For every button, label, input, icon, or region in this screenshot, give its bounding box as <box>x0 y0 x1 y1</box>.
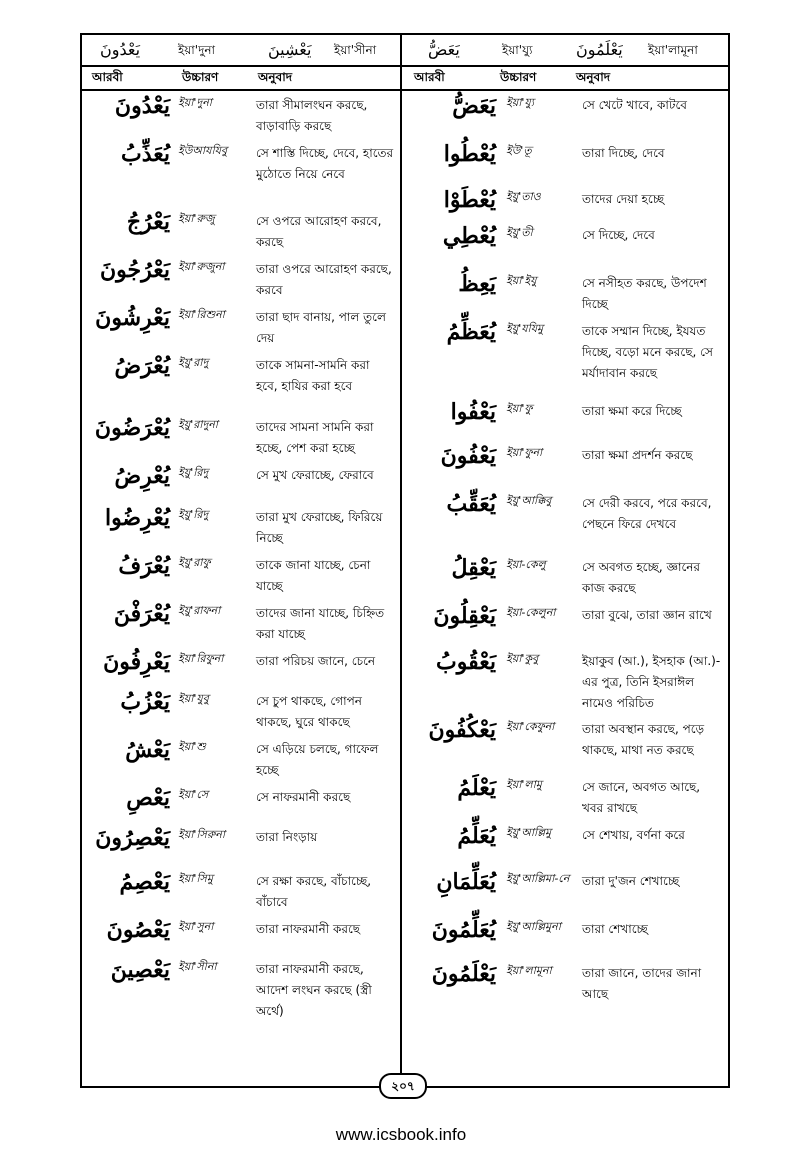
pronunciation: ইয়া-কেলু <box>506 558 546 571</box>
translation: সে এড়িয়ে চলছে, গাফেল হচ্ছে <box>256 742 379 777</box>
pronunciation: ইয়ু'আল্লিমু <box>506 826 552 839</box>
translation: তারা ক্ষমা প্রদর্শন করছে <box>582 448 693 462</box>
pronunciation: ইউ'তূ <box>506 144 532 157</box>
colhead-pronunciation-left: উচ্চারণ <box>182 70 219 84</box>
pronunciation: ইয়া'ফুনা <box>506 446 543 459</box>
translation: তারা ক্ষমা করে দিচ্ছে <box>582 404 682 418</box>
pronunciation: ইয়া'সিমু <box>178 872 213 885</box>
entry-row <box>82 91 400 139</box>
arabic-word: يُعَلِّمُونَ <box>431 917 496 943</box>
header-right-last-word: يَعْلَمُونَ <box>576 40 623 59</box>
entry-row <box>82 687 400 735</box>
colhead-arabic-left: আরবী <box>92 70 123 84</box>
pronunciation: ইয়া'রুজু <box>178 212 215 225</box>
pronunciation: ইয়ু'রাফনা <box>178 604 221 617</box>
header-left-first-translit: ইয়া'দুনা <box>178 43 216 57</box>
translation: তারা জানে, তাদের জানা আছে <box>582 966 702 1001</box>
entry-row <box>402 441 728 489</box>
pronunciation: ইয়ু'আল্লিমুনা <box>506 920 561 933</box>
translation: সে দেরী করবে, পরে করবে, পেছনে ফিরে দেখবে <box>582 496 712 531</box>
arabic-word: يَعْقُوبُ <box>436 649 496 675</box>
running-header <box>82 35 728 67</box>
translation: তারা নিংড়ায় <box>256 830 318 844</box>
arabic-word: يَعْزُبُ <box>120 689 170 715</box>
left-column <box>82 91 400 1018</box>
entry-row <box>82 351 400 413</box>
translation: তারা পরিচয় জানে, চেনে <box>256 654 376 668</box>
entry-row <box>402 553 728 601</box>
entry-row <box>82 303 400 351</box>
entry-row <box>82 915 400 955</box>
entry-row <box>82 823 400 867</box>
entry-row <box>402 139 728 185</box>
header-right-last-translit: ইয়া'লামূনা <box>648 43 698 57</box>
pronunciation: ইয়ু'যযিমু <box>506 322 544 335</box>
header-right-first-word: يَعَضُّ <box>428 40 460 59</box>
pronunciation: ইয়ু'রাদু <box>178 356 209 369</box>
entry-row <box>402 269 728 317</box>
arabic-word: يُعْطَوْا <box>443 187 496 213</box>
pronunciation: ইয়া'রুজুনা <box>178 260 225 273</box>
page-number: ২০৭ <box>379 1073 427 1099</box>
entry-row <box>402 647 728 715</box>
arabic-word: يَعْلَمُونَ <box>431 961 496 987</box>
translation: তারা বুঝে, তারা জ্ঞান রাখে <box>582 608 712 622</box>
colhead-translation-right: অনুবাদ <box>576 70 611 84</box>
arabic-word: يُعَقِّبُ <box>446 491 496 517</box>
entry-row <box>82 783 400 823</box>
pronunciation: ইয়ু'রিদু <box>178 508 209 521</box>
translation: তাদের জানা যাচ্ছে, চিহ্নিত করা যাচ্ছে <box>256 606 385 641</box>
arabic-word: يُعْرَضُ <box>114 353 170 379</box>
translation: তাদের সামনা সামনি করা হচ্ছে, পেশ করা হচ্ছে <box>256 420 374 455</box>
arabic-word: يَعْقِلُونَ <box>433 603 496 629</box>
colhead-translation-left: অনুবাদ <box>258 70 293 84</box>
translation: সে খেটে খাবে, কাটবে <box>582 98 687 112</box>
entry-row <box>82 735 400 783</box>
translation: তারা অবস্থান করছে, পড়ে থাকছে, মাথা নত করছে <box>582 722 705 757</box>
pronunciation: ইয়া'ইযু <box>506 274 537 287</box>
colhead-arabic-right: আরবী <box>414 70 445 84</box>
arabic-word: يُعْرَفُ <box>118 553 170 579</box>
pronunciation: ইয়া'কেফুনা <box>506 720 555 733</box>
translation: তারা সীমালংঘন করছে, বাড়াবাড়ি করছে <box>256 98 368 133</box>
translation: সে দিচ্ছে, দেবে <box>582 228 655 242</box>
arabic-word: يَعِظُ <box>458 271 496 297</box>
translation: সে নাফরমানী করছে <box>256 790 351 804</box>
entry-row <box>402 317 728 397</box>
translation: তাকে জানা যাচ্ছে, চেনা যাচ্ছে <box>256 558 371 593</box>
arabic-word: يَعْقِلُ <box>451 555 496 581</box>
entry-row <box>402 185 728 221</box>
arabic-word: يَعْلَمُ <box>457 775 496 801</box>
pronunciation: ইয়া'য্যু <box>506 96 534 109</box>
header-right-first-translit: ইয়া'য্যু <box>502 43 533 57</box>
translation: তারা দিচ্ছে, দেবে <box>582 146 665 160</box>
arabic-word: يَعْصِ <box>126 785 170 811</box>
translation: সে অবগত হচ্ছে, জ্ঞানের কাজ করছে <box>582 560 701 595</box>
pronunciation: ইয়া'সুনা <box>178 920 214 933</box>
arabic-word: يَعْدُونَ <box>114 93 170 119</box>
arabic-word: يَعْرُجُونَ <box>100 257 170 283</box>
translation: ইয়াকুব (আ.), ইসহাক (আ.)-এর পুত্র, তিনি ইসরাঈল নামেও পরিচিত <box>582 654 721 710</box>
translation: তাদের দেয়া হচ্ছে <box>582 192 665 206</box>
arabic-word: يُعَلِّمُ <box>457 823 496 849</box>
entry-row <box>402 867 728 915</box>
arabic-word: يُعْرَضُونَ <box>94 415 170 441</box>
right-column <box>402 91 728 1017</box>
pronunciation: ইয়া-কেলুনা <box>506 606 556 619</box>
arabic-word: يَعْفُوا <box>450 399 496 425</box>
arabic-word: يُعْرَفْنَ <box>113 601 170 627</box>
translation: তারা ছাদ বানায়, পাল তুলে দেয় <box>256 310 386 345</box>
arabic-word: يُعْرِضُوا <box>104 505 170 531</box>
entry-row <box>82 413 400 461</box>
entry-row <box>402 915 728 959</box>
dictionary-page <box>80 33 730 1093</box>
entry-row <box>402 221 728 269</box>
header-left-last-word: يَعْشِينَ <box>268 40 312 59</box>
translation: সে জানে, অবগত আছে, খবর রাখছে <box>582 780 701 815</box>
translation: তাকে সামনা-সামনি করা হবে, হাযির করা হবে <box>256 358 370 393</box>
entry-row <box>82 867 400 915</box>
pronunciation: ইয়ু'রাদুনা <box>178 418 219 431</box>
entry-row <box>402 397 728 441</box>
translation: তাকে সম্মান দিচ্ছে, ইযযত দিচ্ছে, বড়ো মনে করছে, সে মর্যাদাবান করছে <box>582 324 713 380</box>
arabic-word: يُعَلِّمَانِ <box>436 869 496 895</box>
entry-row <box>402 715 728 773</box>
arabic-word: يَعْصُونَ <box>106 917 170 943</box>
translation: তারা ওপরে আরোহণ করছে, করবে <box>256 262 392 297</box>
arabic-word: يَعَضُّ <box>452 93 496 119</box>
arabic-word: يُعَظِّمُ <box>446 319 496 345</box>
pronunciation: ইয়া'লামূনা <box>506 964 552 977</box>
colhead-pronunciation-right: উচ্চারণ <box>500 70 537 84</box>
translation: সে নসীহত করছে, উপদেশ দিচ্ছে <box>582 276 707 311</box>
entry-row <box>82 255 400 303</box>
arabic-word: يَعْصِمُ <box>119 869 170 895</box>
arabic-word: يَعْصِرُونَ <box>95 825 170 851</box>
translation: সে ওপরে আরোহণ করবে, করছে <box>256 214 382 249</box>
entry-row <box>402 773 728 821</box>
pronunciation: ইয়ু'রাফু <box>178 556 211 569</box>
translation: তারা নাফরমানী করছে <box>256 922 361 936</box>
pronunciation: ইয়া'ফু <box>506 402 533 415</box>
translation: তারা নাফরমানী করছে, আদেশ লংঘন করছে (স্ত্রী অর্থে) <box>256 962 372 1018</box>
pronunciation: ইয়া'কুবু <box>506 652 539 665</box>
pronunciation: ইয়া'সে <box>178 788 209 801</box>
pronunciation: ইয়ু'আল্লিমা-নে <box>506 872 570 885</box>
pronunciation: ইয়ু'আক্কিবু <box>506 494 552 507</box>
arabic-word: يُعْرِضُ <box>114 463 170 489</box>
entry-row <box>402 959 728 1017</box>
entry-row <box>82 599 400 647</box>
entry-row <box>82 139 400 207</box>
pronunciation: ইয়া'লামু <box>506 778 542 791</box>
pronunciation: ইয়া'দুনা <box>178 96 212 109</box>
entry-row <box>82 551 400 599</box>
arabic-word: يُعَذِّبُ <box>121 141 170 167</box>
arabic-word: يَعْشُ <box>125 737 170 763</box>
entry-row <box>402 601 728 647</box>
arabic-word: يُعْطُوا <box>443 141 496 167</box>
arabic-word: يَعْرُجُ <box>126 209 170 235</box>
entry-row <box>402 91 728 139</box>
entry-row <box>82 503 400 551</box>
translation: সে রক্ষা করছে, বাঁচাচ্ছে, বাঁচাবে <box>256 874 372 909</box>
entry-row <box>402 489 728 553</box>
entry-row <box>82 647 400 687</box>
column-header-row <box>82 65 728 91</box>
arabic-word: يُعْطِي <box>442 223 496 249</box>
entry-row <box>82 461 400 503</box>
footer-url: www.icsbook.info <box>335 1125 467 1144</box>
pronunciation: ইয়া'শু <box>178 740 206 753</box>
header-left-last-translit: ইয়া'সীনা <box>334 43 377 57</box>
translation: তারা দু'জন শেখাচ্ছে <box>582 874 680 888</box>
translation: সে শাস্তি দিচ্ছে, দেবে, হাতের মুঠোতে নিয়ে নেবে <box>256 146 394 181</box>
entry-row <box>82 207 400 255</box>
pronunciation: ইয়া'সীনা <box>178 960 217 973</box>
pronunciation: ইয়ু'রিদু <box>178 466 209 479</box>
arabic-word: يَعْفُونَ <box>440 443 496 469</box>
arabic-word: يَعْرِشُونَ <box>95 305 170 331</box>
arabic-word: يَعْصِينَ <box>110 957 170 983</box>
pronunciation: ইয়ু'তী <box>506 226 533 239</box>
arabic-word: يَعْكُفُونَ <box>428 717 496 743</box>
pronunciation: ইয়া'রিশুনা <box>178 308 225 321</box>
translation: তারা শেখাচ্ছে <box>582 922 648 936</box>
translation: তারা মুখ ফেরাচ্ছে, ফিরিয়ে নিচ্ছে <box>256 510 383 545</box>
entry-row <box>402 821 728 867</box>
translation: সে শেখায়, বর্ণনা করে <box>582 828 685 842</box>
entry-row <box>82 955 400 1018</box>
translation: সে চুপ থাকছে, গোপন থাকছে, ঘুরে থাকছে <box>256 694 362 729</box>
header-left-first-word: يَعْدُونَ <box>100 40 141 59</box>
pronunciation: ইয়া'সিরুনা <box>178 828 226 841</box>
pronunciation: ইউআযযিবু <box>178 144 228 157</box>
pronunciation: ইয়া'যুবু <box>178 692 209 705</box>
pronunciation: ইয়ু'তাও <box>506 190 541 203</box>
translation: সে মুখ ফেরাচ্ছে, ফেরাবে <box>256 468 374 482</box>
arabic-word: يَعْرِفُونَ <box>103 649 170 675</box>
pronunciation: ইয়া'রিফুনা <box>178 652 224 665</box>
